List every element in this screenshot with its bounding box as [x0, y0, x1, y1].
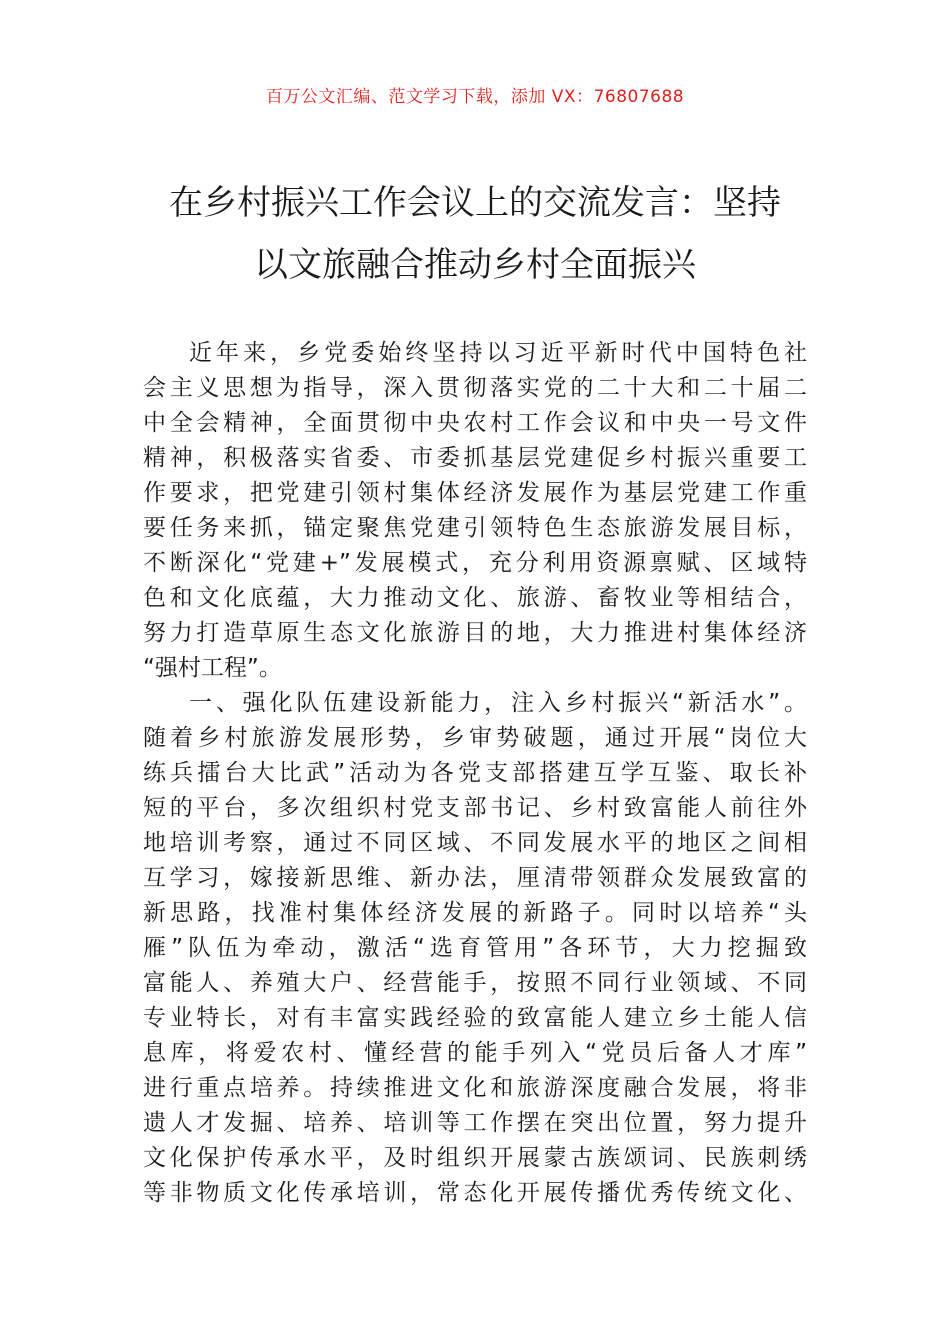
paragraph-line: 地培训考察，通过不同区域、不同发展水平的地区之间相 — [143, 830, 807, 856]
paragraph-line: 互学习，嫁接新思维、新办法，厘清带领群众发展致富的 — [143, 865, 807, 891]
paragraph-line: 不断深化“党建+”发展模式，充分利用资源禀赋、区域特 — [143, 550, 807, 576]
paragraph-line: 新思路，找准村集体经济发展的新路子。同时以培养“头 — [143, 900, 807, 926]
section-heading-line: 一、强化队伍建设新能力，注入乡村振兴“新活水”。 — [189, 690, 807, 716]
header-note: 百万公文汇编、范文学习下载，添加 VX：76807688 — [265, 87, 685, 107]
paragraph-line: 雁”队伍为牵动，激活“选育管用”各环节，大力挖掘致 — [143, 935, 807, 961]
paragraph-line: 随着乡村旅游发展形势，乡审势破题，通过开展“岗位大 — [143, 725, 807, 751]
title-line: 在乡村振兴工作会议上的交流发言：坚持 — [169, 183, 781, 223]
title-line: 以文旅融合推动乡村全面振兴 — [254, 245, 696, 285]
paragraph-line: 专业特长，对有丰富实践经验的致富能人建立乡土能人信 — [143, 1005, 807, 1031]
paragraph-line: 文化保护传承水平，及时组织开展蒙古族颂词、民族刺绣 — [143, 1145, 807, 1171]
paragraph-line: 练兵擂台大比武”活动为各党支部搭建互学互鉴、取长补 — [143, 760, 807, 786]
paragraph-line: 色和文化底蕴，大力推动文化、旅游、畜牧业等相结合， — [143, 585, 807, 611]
paragraph-line: 会主义思想为指导，深入贯彻落实党的二十大和二十届二 — [143, 375, 807, 401]
paragraph-line: 中全会精神，全面贯彻中央农村工作会议和中央一号文件 — [143, 410, 807, 436]
paragraph-line: 努力打造草原生态文化旅游目的地，大力推进村集体经济 — [143, 620, 807, 646]
paragraph-line: 遗人才发掘、培养、培训等工作摆在突出位置，努力提升 — [143, 1110, 807, 1136]
paragraph-line: 息库，将爱农村、懂经营的能手列入“党员后备人才库” — [143, 1040, 807, 1066]
paragraph-line: “强村工程”。 — [143, 655, 282, 681]
document-title — [120, 172, 830, 296]
paragraph-line: 作要求，把党建引领村集体经济发展作为基层党建工作重 — [143, 480, 807, 506]
paragraph-line: 进行重点培养。持续推进文化和旅游深度融合发展，将非 — [143, 1075, 807, 1101]
paragraph-line: 等非物质文化传承培训，常态化开展传播优秀传统文化、 — [143, 1180, 807, 1206]
paragraph-line: 短的平台，多次组织村党支部书记、乡村致富能人前往外 — [143, 795, 807, 821]
paragraph-line: 富能人、养殖大户、经营能手，按照不同行业领域、不同 — [143, 970, 807, 996]
paragraph-line: 近年来，乡党委始终坚持以习近平新时代中国特色社 — [189, 340, 807, 366]
paragraph-line: 精神，积极落实省委、市委抓基层党建促乡村振兴重要工 — [143, 445, 807, 471]
body-text — [143, 336, 807, 1211]
paragraph-line: 要任务来抓，锚定聚焦党建引领特色生态旅游发展目标， — [143, 515, 807, 541]
